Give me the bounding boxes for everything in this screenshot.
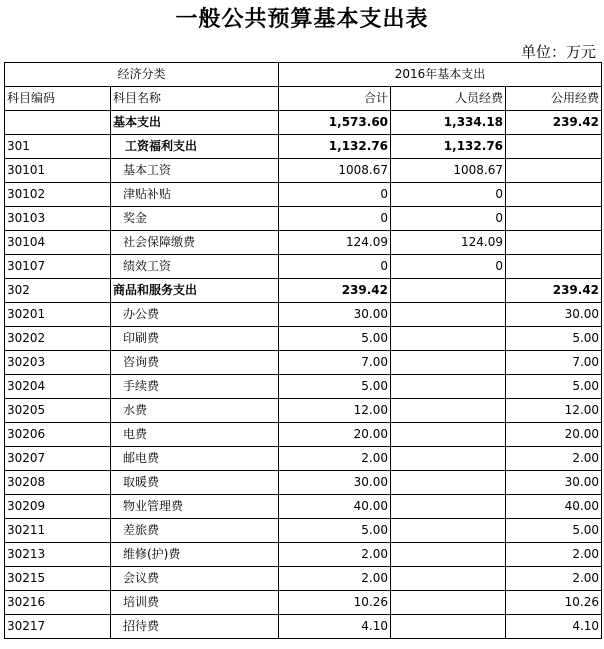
table-row [5, 231, 602, 255]
cell-total: 7.00 [279, 351, 391, 375]
table-row [5, 567, 602, 591]
cell-personnel-expense [391, 495, 506, 519]
cell-subject-code: 30204 [5, 375, 111, 399]
cell-personnel-expense [391, 591, 506, 615]
cell-subject-code: 30216 [5, 591, 111, 615]
cell-subject-code [5, 111, 111, 135]
cell-subject-code: 30205 [5, 399, 111, 423]
cell-public-expense: 30.00 [506, 303, 602, 327]
cell-personnel-expense [391, 447, 506, 471]
cell-subject-code: 30213 [5, 543, 111, 567]
cell-personnel-expense [391, 471, 506, 495]
table-row [5, 207, 602, 231]
table-body [5, 111, 602, 639]
cell-personnel-expense: 1,132.76 [391, 135, 506, 159]
cell-total: 4.10 [279, 615, 391, 639]
cell-public-expense: 239.42 [506, 111, 602, 135]
cell-personnel-expense [391, 279, 506, 303]
cell-total: 20.00 [279, 423, 391, 447]
cell-personnel-expense [391, 399, 506, 423]
cell-public-expense: 7.00 [506, 351, 602, 375]
cell-personnel-expense [391, 423, 506, 447]
cell-subject-code: 30103 [5, 207, 111, 231]
cell-total: 10.26 [279, 591, 391, 615]
cell-subject-code: 301 [5, 135, 111, 159]
table-row [5, 111, 602, 135]
cell-subject-name: 维修(护)费 [111, 543, 279, 567]
cell-total: 5.00 [279, 327, 391, 351]
cell-personnel-expense: 0 [391, 183, 506, 207]
cell-subject-name: 差旅费 [111, 519, 279, 543]
cell-subject-code: 30203 [5, 351, 111, 375]
cell-total: 1008.67 [279, 159, 391, 183]
cell-subject-code: 30202 [5, 327, 111, 351]
cell-subject-code: 30104 [5, 231, 111, 255]
header-subject-code: 科目编码 [5, 87, 111, 111]
cell-subject-name: 物业管理费 [111, 495, 279, 519]
cell-total: 0 [279, 183, 391, 207]
table-row [5, 279, 602, 303]
cell-public-expense [506, 255, 602, 279]
cell-public-expense: 5.00 [506, 327, 602, 351]
cell-personnel-expense [391, 351, 506, 375]
cell-total: 0 [279, 255, 391, 279]
cell-subject-name: 邮电费 [111, 447, 279, 471]
table-row [5, 423, 602, 447]
cell-public-expense: 4.10 [506, 615, 602, 639]
cell-subject-name: 取暖费 [111, 471, 279, 495]
cell-public-expense: 5.00 [506, 375, 602, 399]
cell-subject-code: 30206 [5, 423, 111, 447]
cell-subject-code: 30208 [5, 471, 111, 495]
table-row [5, 543, 602, 567]
table-row [5, 471, 602, 495]
cell-subject-name: 商品和服务支出 [111, 279, 279, 303]
cell-public-expense: 10.26 [506, 591, 602, 615]
cell-personnel-expense [391, 543, 506, 567]
cell-public-expense [506, 183, 602, 207]
cell-subject-code: 30217 [5, 615, 111, 639]
header-total: 合计 [279, 87, 391, 111]
cell-subject-name: 会议费 [111, 567, 279, 591]
cell-subject-name: 基本支出 [111, 111, 279, 135]
cell-subject-name: 工资福利支出 [111, 135, 279, 159]
cell-total: 1,573.60 [279, 111, 391, 135]
cell-public-expense [506, 159, 602, 183]
cell-public-expense [506, 135, 602, 159]
cell-public-expense [506, 207, 602, 231]
cell-subject-code: 30215 [5, 567, 111, 591]
cell-public-expense: 2.00 [506, 567, 602, 591]
table-row [5, 183, 602, 207]
cell-total: 2.00 [279, 447, 391, 471]
cell-personnel-expense [391, 303, 506, 327]
table-row [5, 303, 602, 327]
cell-personnel-expense: 124.09 [391, 231, 506, 255]
cell-personnel-expense [391, 567, 506, 591]
table-row [5, 591, 602, 615]
cell-subject-code: 30211 [5, 519, 111, 543]
header-economic-classification: 经济分类 [5, 63, 279, 87]
cell-subject-code: 30201 [5, 303, 111, 327]
cell-subject-name: 津贴补贴 [111, 183, 279, 207]
cell-subject-name: 奖金 [111, 207, 279, 231]
cell-subject-code: 30102 [5, 183, 111, 207]
cell-subject-code: 30101 [5, 159, 111, 183]
cell-public-expense: 2.00 [506, 543, 602, 567]
cell-subject-name: 招待费 [111, 615, 279, 639]
cell-personnel-expense [391, 519, 506, 543]
cell-public-expense: 40.00 [506, 495, 602, 519]
cell-total: 124.09 [279, 231, 391, 255]
cell-public-expense: 5.00 [506, 519, 602, 543]
cell-subject-name: 培训费 [111, 591, 279, 615]
cell-total: 2.00 [279, 567, 391, 591]
cell-personnel-expense [391, 327, 506, 351]
cell-subject-name: 印刷费 [111, 327, 279, 351]
header-public-expense: 公用经费 [506, 87, 602, 111]
cell-subject-name: 水费 [111, 399, 279, 423]
cell-public-expense: 20.00 [506, 423, 602, 447]
cell-total: 1,132.76 [279, 135, 391, 159]
cell-subject-name: 办公费 [111, 303, 279, 327]
header-personnel-expense: 人员经费 [391, 87, 506, 111]
budget-table [4, 62, 602, 639]
cell-public-expense: 239.42 [506, 279, 602, 303]
cell-subject-code: 302 [5, 279, 111, 303]
cell-total: 239.42 [279, 279, 391, 303]
cell-subject-code: 30209 [5, 495, 111, 519]
table-row [5, 135, 602, 159]
cell-subject-name: 社会保障缴费 [111, 231, 279, 255]
cell-total: 5.00 [279, 375, 391, 399]
cell-public-expense: 30.00 [506, 471, 602, 495]
cell-personnel-expense: 0 [391, 255, 506, 279]
cell-public-expense [506, 231, 602, 255]
cell-public-expense: 2.00 [506, 447, 602, 471]
cell-personnel-expense [391, 375, 506, 399]
cell-total: 30.00 [279, 471, 391, 495]
table-row [5, 375, 602, 399]
cell-personnel-expense [391, 615, 506, 639]
cell-subject-code: 30207 [5, 447, 111, 471]
cell-total: 5.00 [279, 519, 391, 543]
cell-total: 0 [279, 207, 391, 231]
table-row [5, 519, 602, 543]
header-basic-expenditure-year: 2016年基本支出 [279, 63, 602, 87]
cell-total: 30.00 [279, 303, 391, 327]
cell-subject-name: 咨询费 [111, 351, 279, 375]
header-subject-name: 科目名称 [111, 87, 279, 111]
table-row [5, 447, 602, 471]
table-row [5, 327, 602, 351]
cell-total: 40.00 [279, 495, 391, 519]
table-row [5, 495, 602, 519]
cell-subject-name: 电费 [111, 423, 279, 447]
cell-total: 2.00 [279, 543, 391, 567]
unit-label: 单位：万元 [520, 43, 596, 61]
cell-total: 12.00 [279, 399, 391, 423]
table-row [5, 159, 602, 183]
table-row [5, 351, 602, 375]
cell-subject-name: 手续费 [111, 375, 279, 399]
cell-personnel-expense: 1008.67 [391, 159, 506, 183]
cell-subject-name: 基本工资 [111, 159, 279, 183]
cell-subject-name: 绩效工资 [111, 255, 279, 279]
cell-public-expense: 12.00 [506, 399, 602, 423]
table-row [5, 399, 602, 423]
table-row [5, 615, 602, 639]
page-title: 一般公共预算基本支出表 [175, 6, 429, 32]
cell-subject-code: 30107 [5, 255, 111, 279]
cell-personnel-expense: 0 [391, 207, 506, 231]
cell-personnel-expense: 1,334.18 [391, 111, 506, 135]
table-row [5, 255, 602, 279]
